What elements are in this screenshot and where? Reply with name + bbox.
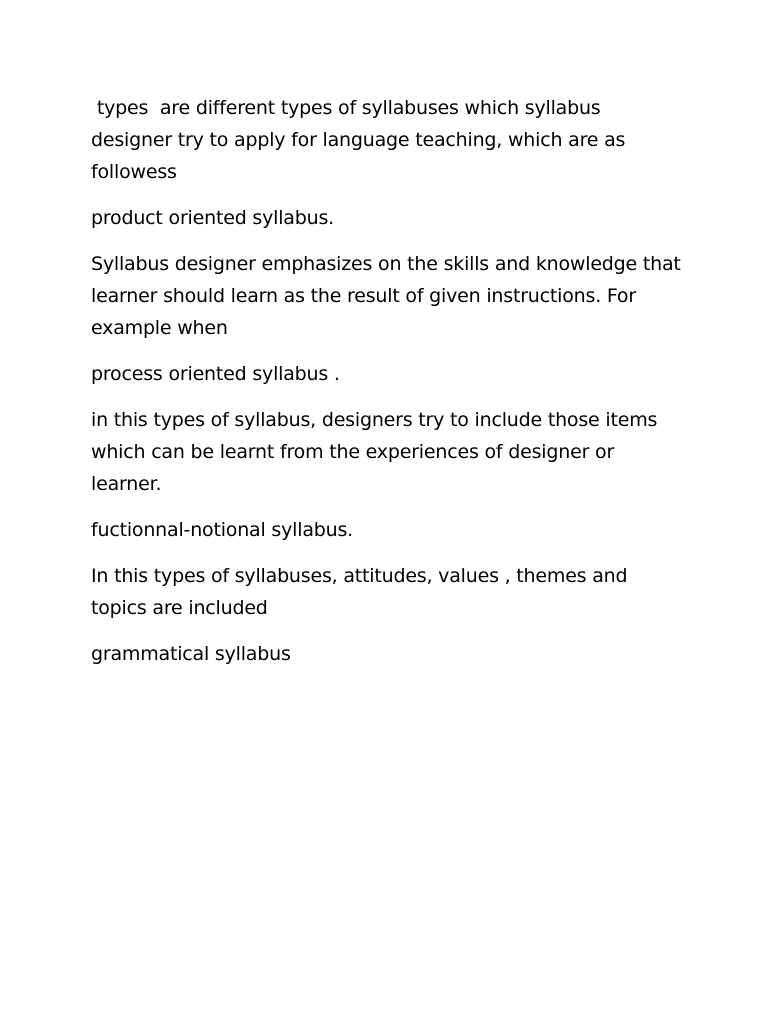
heading-product-oriented: product oriented syllabus. xyxy=(91,207,334,229)
product-oriented-description: Syllabus designer emphasizes on the skills and knowledge that learner should learn as the result of given instructions. For example when xyxy=(91,253,687,339)
heading-functional-notional: fuctionnal-notional syllabus. xyxy=(91,519,353,541)
document-body xyxy=(91,92,687,684)
heading-grammatical: grammatical syllabus xyxy=(91,643,291,665)
heading-process-oriented: process oriented syllabus . xyxy=(91,363,340,385)
process-oriented-description: in this types of syllabus, designers try to include those items which can be learnt from the experiences of designer or learner. xyxy=(91,409,664,495)
intro-paragraph: types are different types of syllabuses which syllabus designer try to apply for language teaching, which are as followess xyxy=(91,97,632,183)
functional-notional-description: In this types of syllabuses, attitudes, values , themes and topics are included xyxy=(91,565,634,619)
